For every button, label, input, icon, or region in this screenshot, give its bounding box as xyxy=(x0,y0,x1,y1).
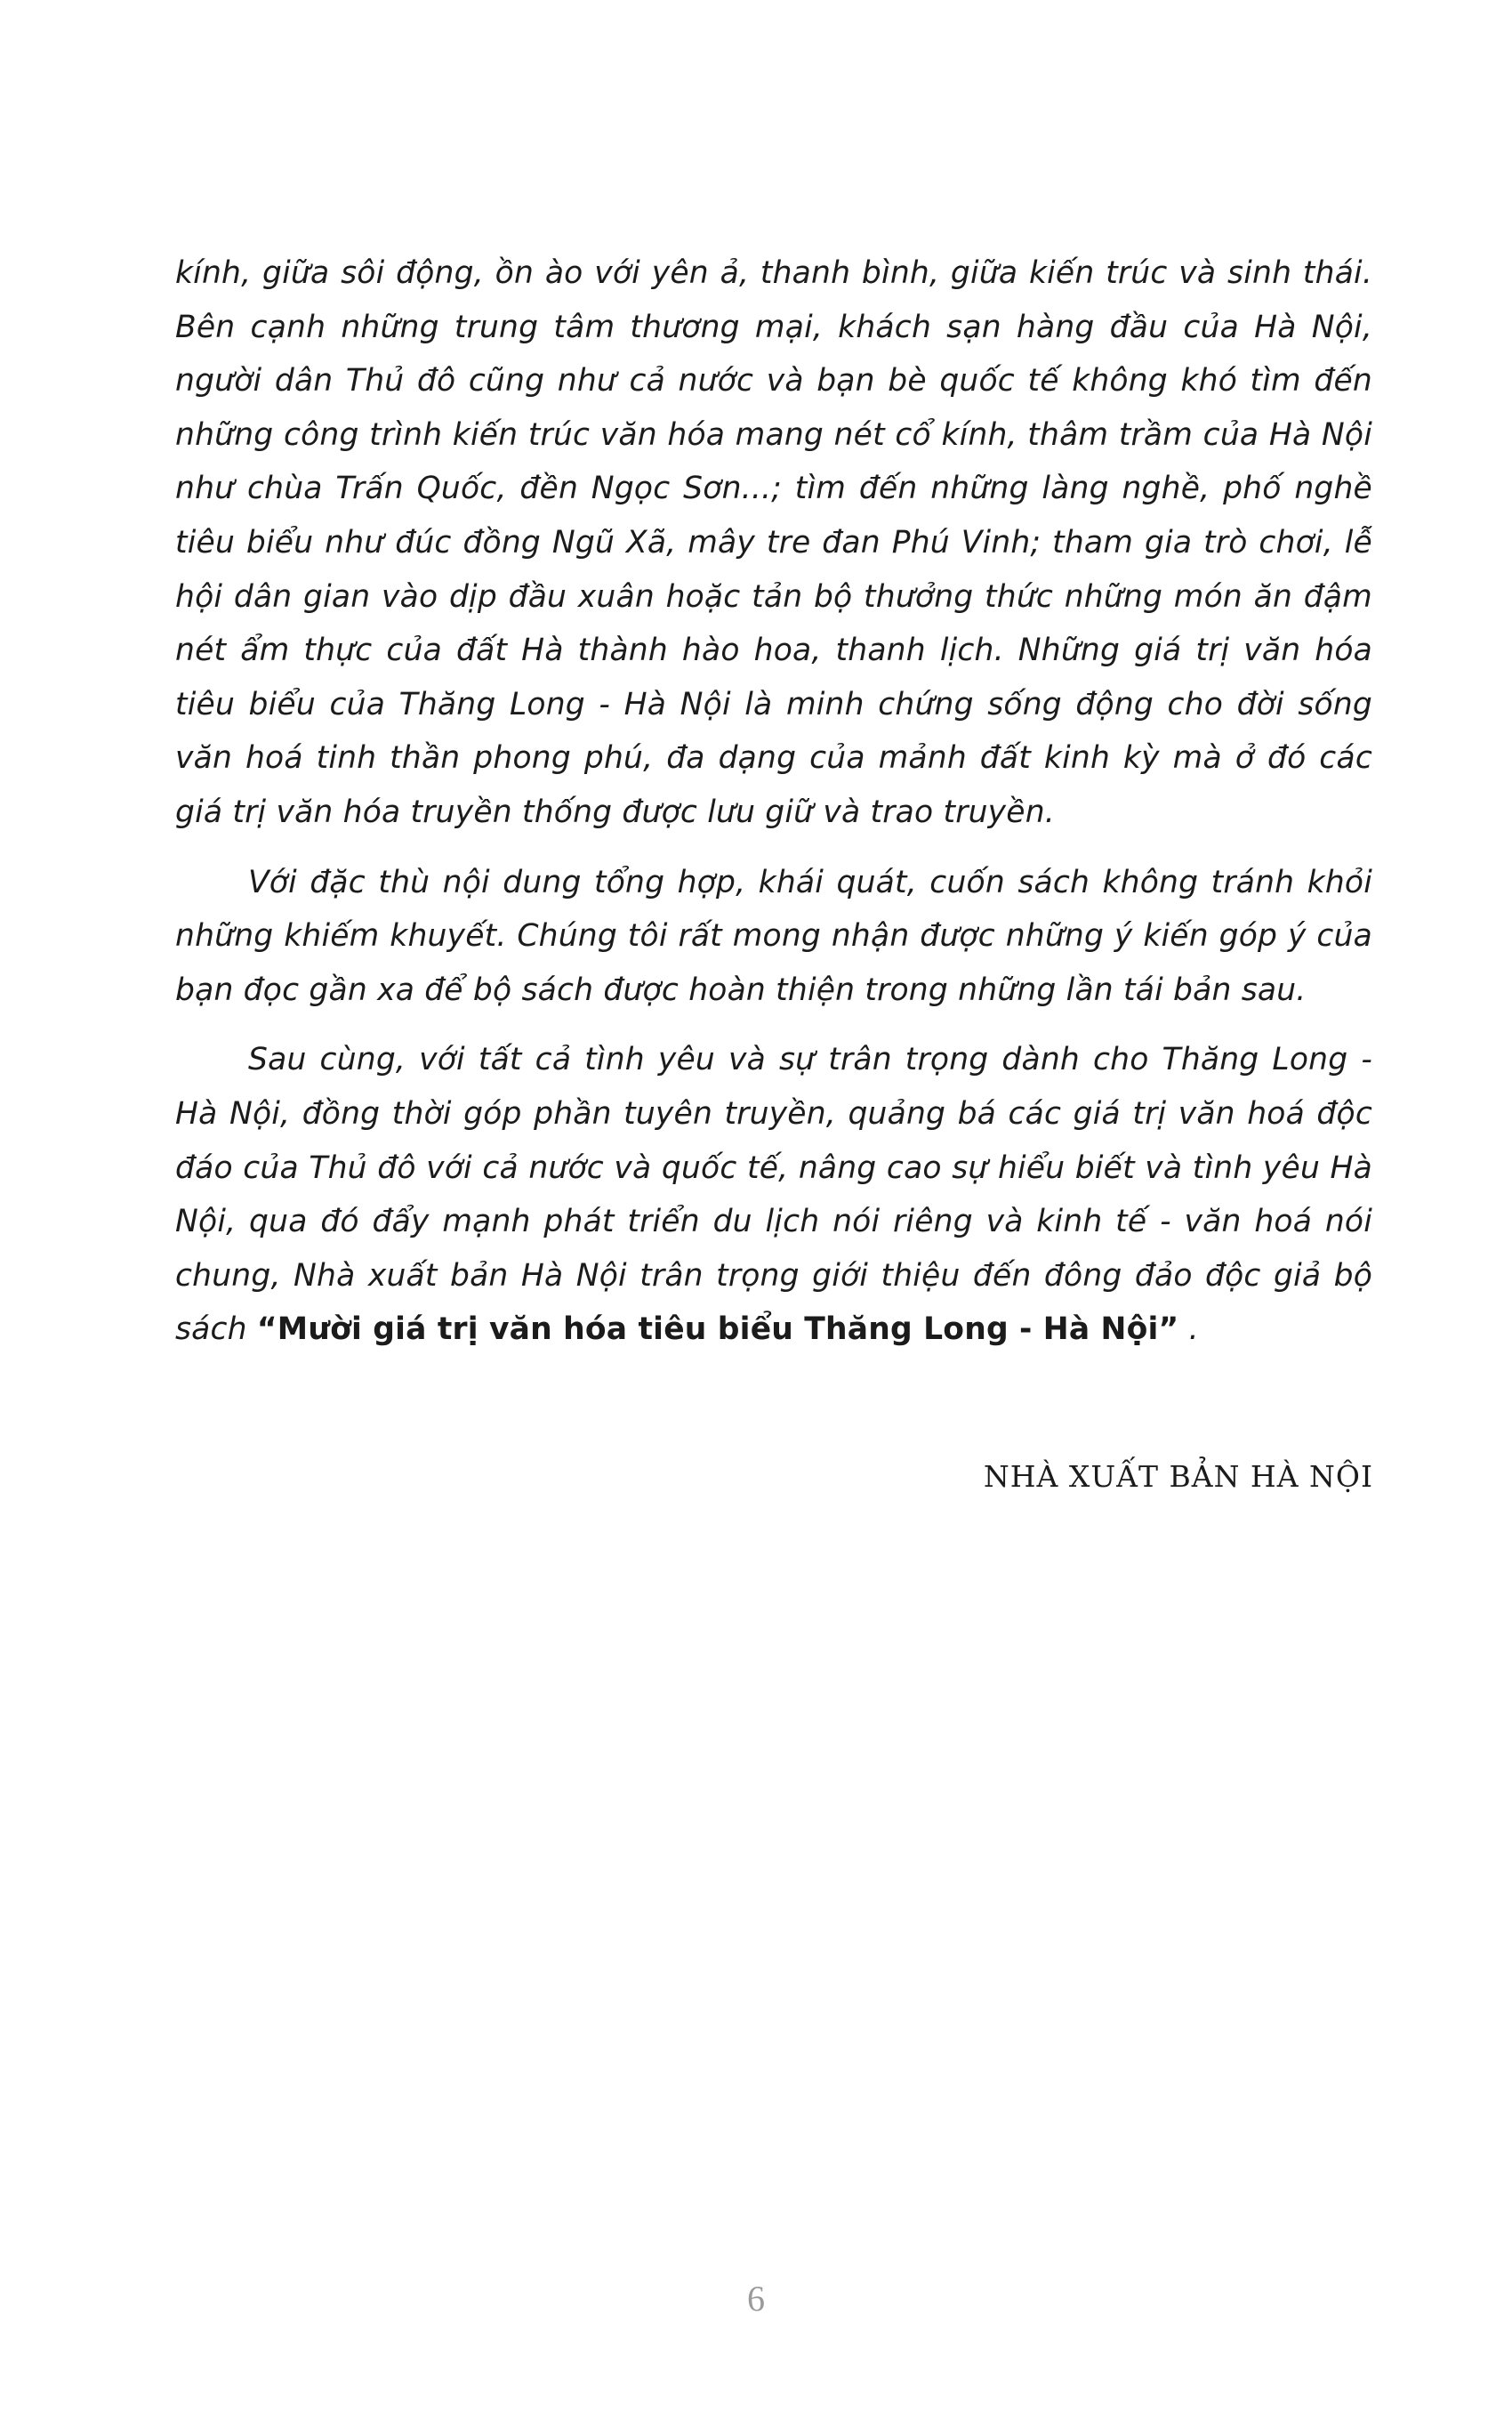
book-series-title: “Mười giá trị văn hóa tiêu biểu Thăng Long - Hà Nội” xyxy=(256,1311,1179,1348)
page-number: 6 xyxy=(747,2279,765,2319)
paragraph-limitations: Với đặc thù nội dung tổng hợp, khái quát, cuốn sách không tránh khỏi những khiếm khuyết. Chúng tôi rất mong nhận được những ý kiến góp ý của bạn đọc gần xa để bộ sách được hoàn thiện trong những lần tái bản sau. xyxy=(175,864,1372,1008)
closing-period: . xyxy=(1188,1311,1199,1348)
closing-text: Sau cùng, với tất cả tình yêu và sự trân trọng dành cho Thăng Long - Hà Nội, đồng thời góp phần tuyên truyền, quảng bá các giá trị văn hoá độc đáo của Thủ đô với cả nước và quốc tế, nâng cao sự hiểu biết và tình yêu Hà Nội, qua đó đẩy mạnh phát triển du lịch nói riêng và kinh tế - văn hoá nói chung, Nhà xuất bản Hà Nội trân trọng giới thiệu đến đông đảo độc giả bộ sách xyxy=(175,1042,1372,1348)
body-text xyxy=(175,246,1372,1357)
paragraph-closing xyxy=(175,1033,1372,1357)
paragraph-continued: kính, giữa sôi động, ồn ào với yên ả, thanh bình, giữa kiến trúc và sinh thái. Bên cạnh những trung tâm thương mại, khách sạn hàng đầu của Hà Nội, người dân Thủ đô cũng như cả nước và bạn bè quốc tế không khó tìm đến những công trình kiến trúc văn hóa mang nét cổ kính, thâm trầm của Hà Nội như chùa Trấn Quốc, đền Ngọc Sơn...; tìm đến những làng nghề, phố nghề tiêu biểu như đúc đồng Ngũ Xã, mây tre đan Phú Vinh; tham gia trò chơi, lễ hội dân gian vào dịp đầu xuân hoặc tản bộ thưởng thức những món ăn đậm nét ẩm thực của đất Hà thành hào hoa, thanh lịch. Những giá trị văn hóa tiêu biểu của Thăng Long - Hà Nội là minh chứng sống động cho đời sống văn hoá tinh thần phong phú, đa dạng của mảnh đất kinh kỳ mà ở đó các giá trị văn hóa truyền thống được lưu giữ và trao truyền. xyxy=(175,255,1372,830)
publisher-signature: NHÀ XUẤT BẢN HÀ NỘI xyxy=(983,1459,1373,1494)
